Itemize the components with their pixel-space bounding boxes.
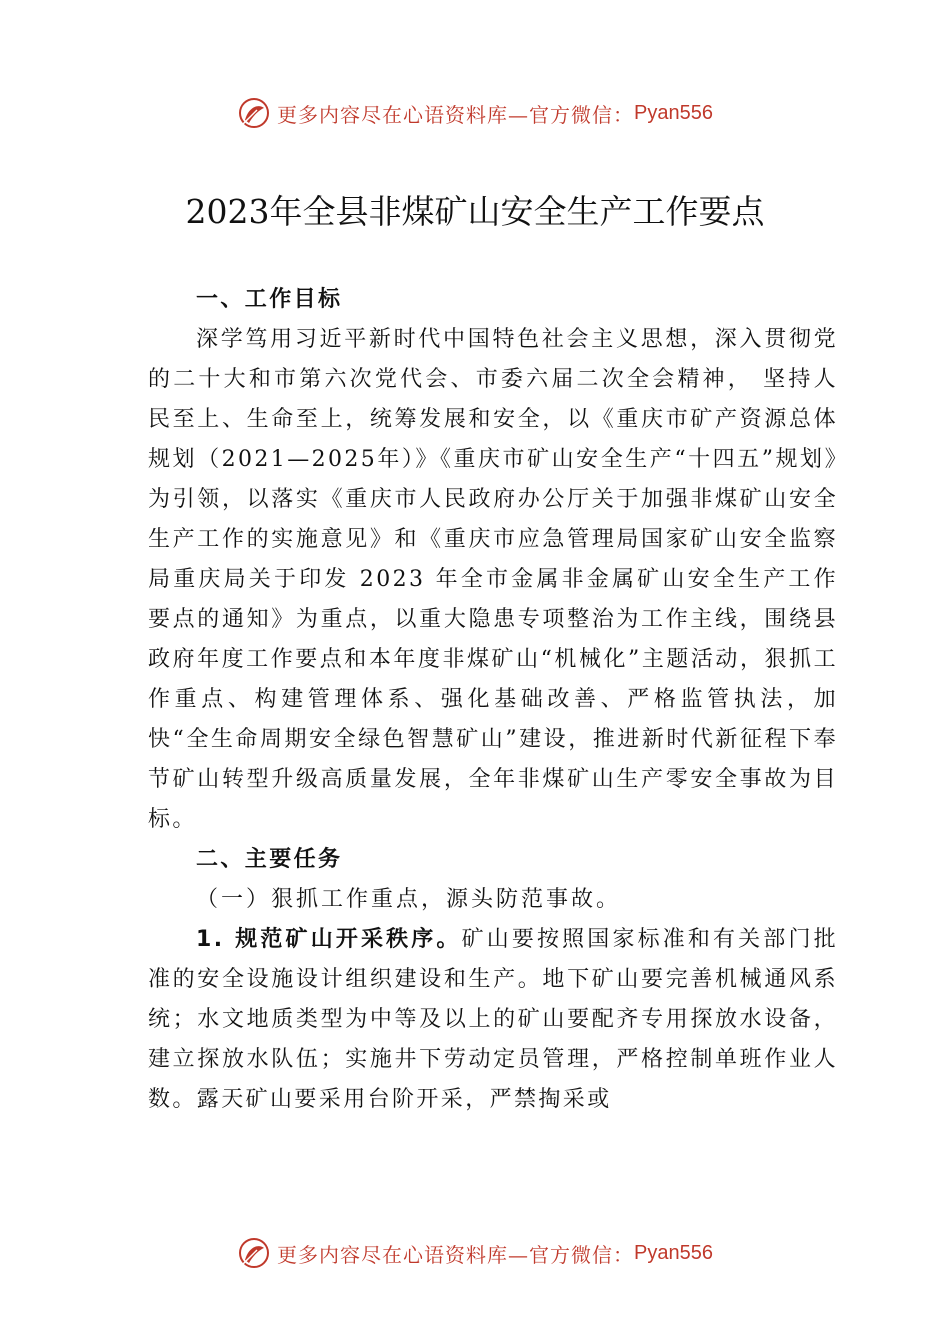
document-body — [148, 280, 838, 1120]
brand-logo-icon — [237, 1236, 271, 1270]
section-heading-goal: 一、工作目标 — [196, 287, 343, 312]
document-title: 2023年全县非煤矿山安全生产工作要点 — [185, 192, 765, 231]
watermark-text: 更多内容尽在心语资料库—官方微信： — [277, 102, 635, 127]
watermark-bottom — [0, 1236, 950, 1270]
goal-paragraph: 深学笃用习近平新时代中国特色社会主义思想，深入贯彻党的二十大和市第六次党代会、市委六届二次全会精神， 坚持人民至上、生命至上，统筹发展和安全，以《重庆市矿产资源总体规划（2021—2025年）》《重庆市矿山安全生产“十四五”规划》为引领，以落实《重庆市人民政府办公厅关于加强非煤矿山安全生产工作的实施意见》和《重庆市应急管理局国家矿山安全监察局重庆局关于印发 2023 年全市金属非金属矿山安全生产工作要点的通知》为重点，以重大隐患专项整治为工作主线，围绕县政府年度工作要点和本年度非煤矿山“机械化”主题活动，狠抓工作重点、构建管理体系、强化基础改善、严格监管执法，加快“全生命周期安全绿色智慧矿山”建设，推进新时代新征程下奉节矿山转型升级高质量发展，全年非煤矿山生产零安全事故为目标。 — [148, 327, 838, 832]
watermark-id: Pyan556 — [634, 1241, 713, 1264]
subsection-heading-1: （一）狠抓工作重点，源头防范事故。 — [196, 887, 622, 912]
item-text-1: 矿山要按照国家标准和有关部门批准的安全设施设计组织建设和生产。地下矿山要完善机械通风系统；水文地质类型为中等及以上的矿山要配齐专用探放水设备，建立探放水队伍；实施井下劳动定员管理，严格控制单班作业人数。露天矿山要采用台阶开采，严禁掏采或 — [148, 927, 838, 1112]
section-heading-tasks: 二、主要任务 — [196, 847, 343, 872]
watermark-top — [0, 96, 950, 130]
item-paragraph-1 — [148, 920, 838, 1120]
brand-logo-icon — [237, 96, 271, 130]
watermark-text: 更多内容尽在心语资料库—官方微信： — [277, 1242, 635, 1267]
watermark-id: Pyan556 — [634, 101, 713, 124]
item-lead-1: 1. 规范矿山开采秩序。 — [196, 927, 462, 952]
